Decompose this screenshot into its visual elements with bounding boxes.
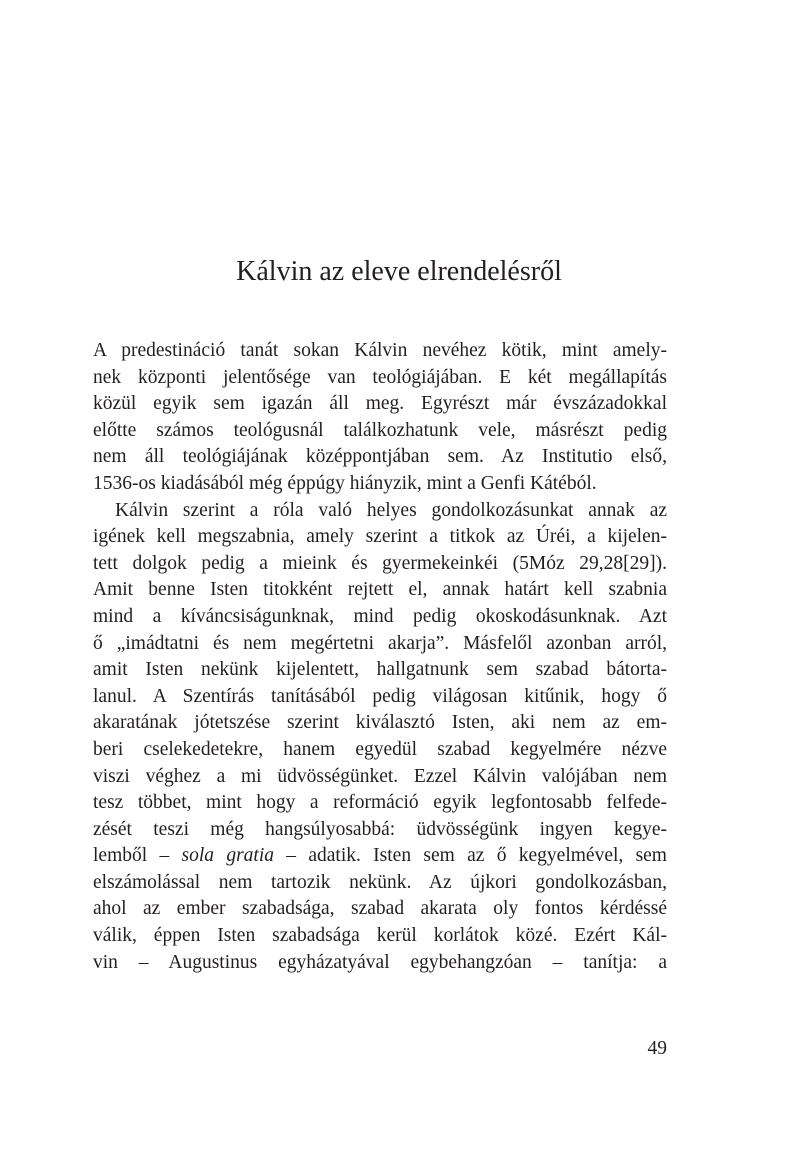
text-line: tett dolgok pedig a mieink és gyermekeinkéi (5Móz 29,28[29]).: [93, 552, 667, 574]
text-line: amit Isten nekünk kijelentett, hallgatnunk sem szabad bátorta-: [93, 659, 667, 681]
text-line: zését teszi még hangsúlyosabbá: üdvösségünk ingyen kegye-: [93, 818, 667, 840]
text-line: Amit benne Isten titokként rejtett el, annak határt kell szabnia: [93, 579, 667, 601]
text-line: A predestináció tanát sokan Kálvin nevéhez kötik, mint amely-: [93, 340, 667, 361]
text-line: közül egyik sem igazán áll meg. Egyrészt már évszázadokkal: [93, 393, 667, 415]
text-line: 1536-os kiadásából még éppúgy hiányzik, mint a Genfi Kátéból.: [93, 472, 597, 494]
text-line: akaratának jótetszése szerint kiválasztó Isten, aki nem az em-: [93, 712, 667, 734]
text-line: tesz többet, mint hogy a reformáció egyik legfontosabb felfede-: [93, 792, 667, 814]
body-text: [93, 338, 667, 976]
text-line: viszi véghez a mi üdvösségünket. Ezzel Kálvin valójában nem: [93, 765, 667, 787]
text-line: ahol az ember szabadsága, szabad akarata oly fontos kérdéssé: [93, 898, 667, 920]
text-line: nek központi jelentősége van teológiájában. E két megállapítás: [93, 366, 667, 388]
page-number: 49: [647, 1038, 667, 1059]
text-line: mind a kíváncsiságunknak, mind pedig okoskodásunknak. Azt: [93, 605, 667, 627]
text-line: Kálvin szerint a róla való helyes gondolkozásunkat annak az: [115, 499, 667, 521]
text-line: ő „imádtatni és nem megértetni akarja”. Másfelől azonban arról,: [93, 632, 667, 654]
text-line: előtte számos teológusnál találkozhatunk vele, másrészt pedig: [93, 419, 667, 441]
text-line: elszámolással nem tartozik nekünk. Az újkori gondolkozásban,: [93, 871, 667, 893]
text-line: beri cselekedetekre, hanem egyedül szabad kegyelmére nézve: [93, 738, 667, 760]
text-line: nem áll teológiájának középpontjában sem. Az Institutio első,: [93, 446, 667, 468]
page-title: Kálvin az eleve elrendelésről: [236, 256, 562, 287]
text-line: igének kell megszabnia, amely szerint a titkok az Úréi, a kijelen-: [93, 526, 667, 548]
text-line: válik, éppen Isten szabadsága kerül korlátok közé. Ezért Kál-: [93, 925, 667, 947]
text-line: lemből – sola gratia – adatik. Isten sem az ő kegyelmével, sem: [93, 845, 667, 867]
text-line: vin – Augustinus egyházatyával egybehangzóan – tanítja: a: [93, 951, 667, 973]
text-line: lanul. A Szentírás tanításából pedig világosan kitűnik, hogy ő: [93, 685, 667, 707]
